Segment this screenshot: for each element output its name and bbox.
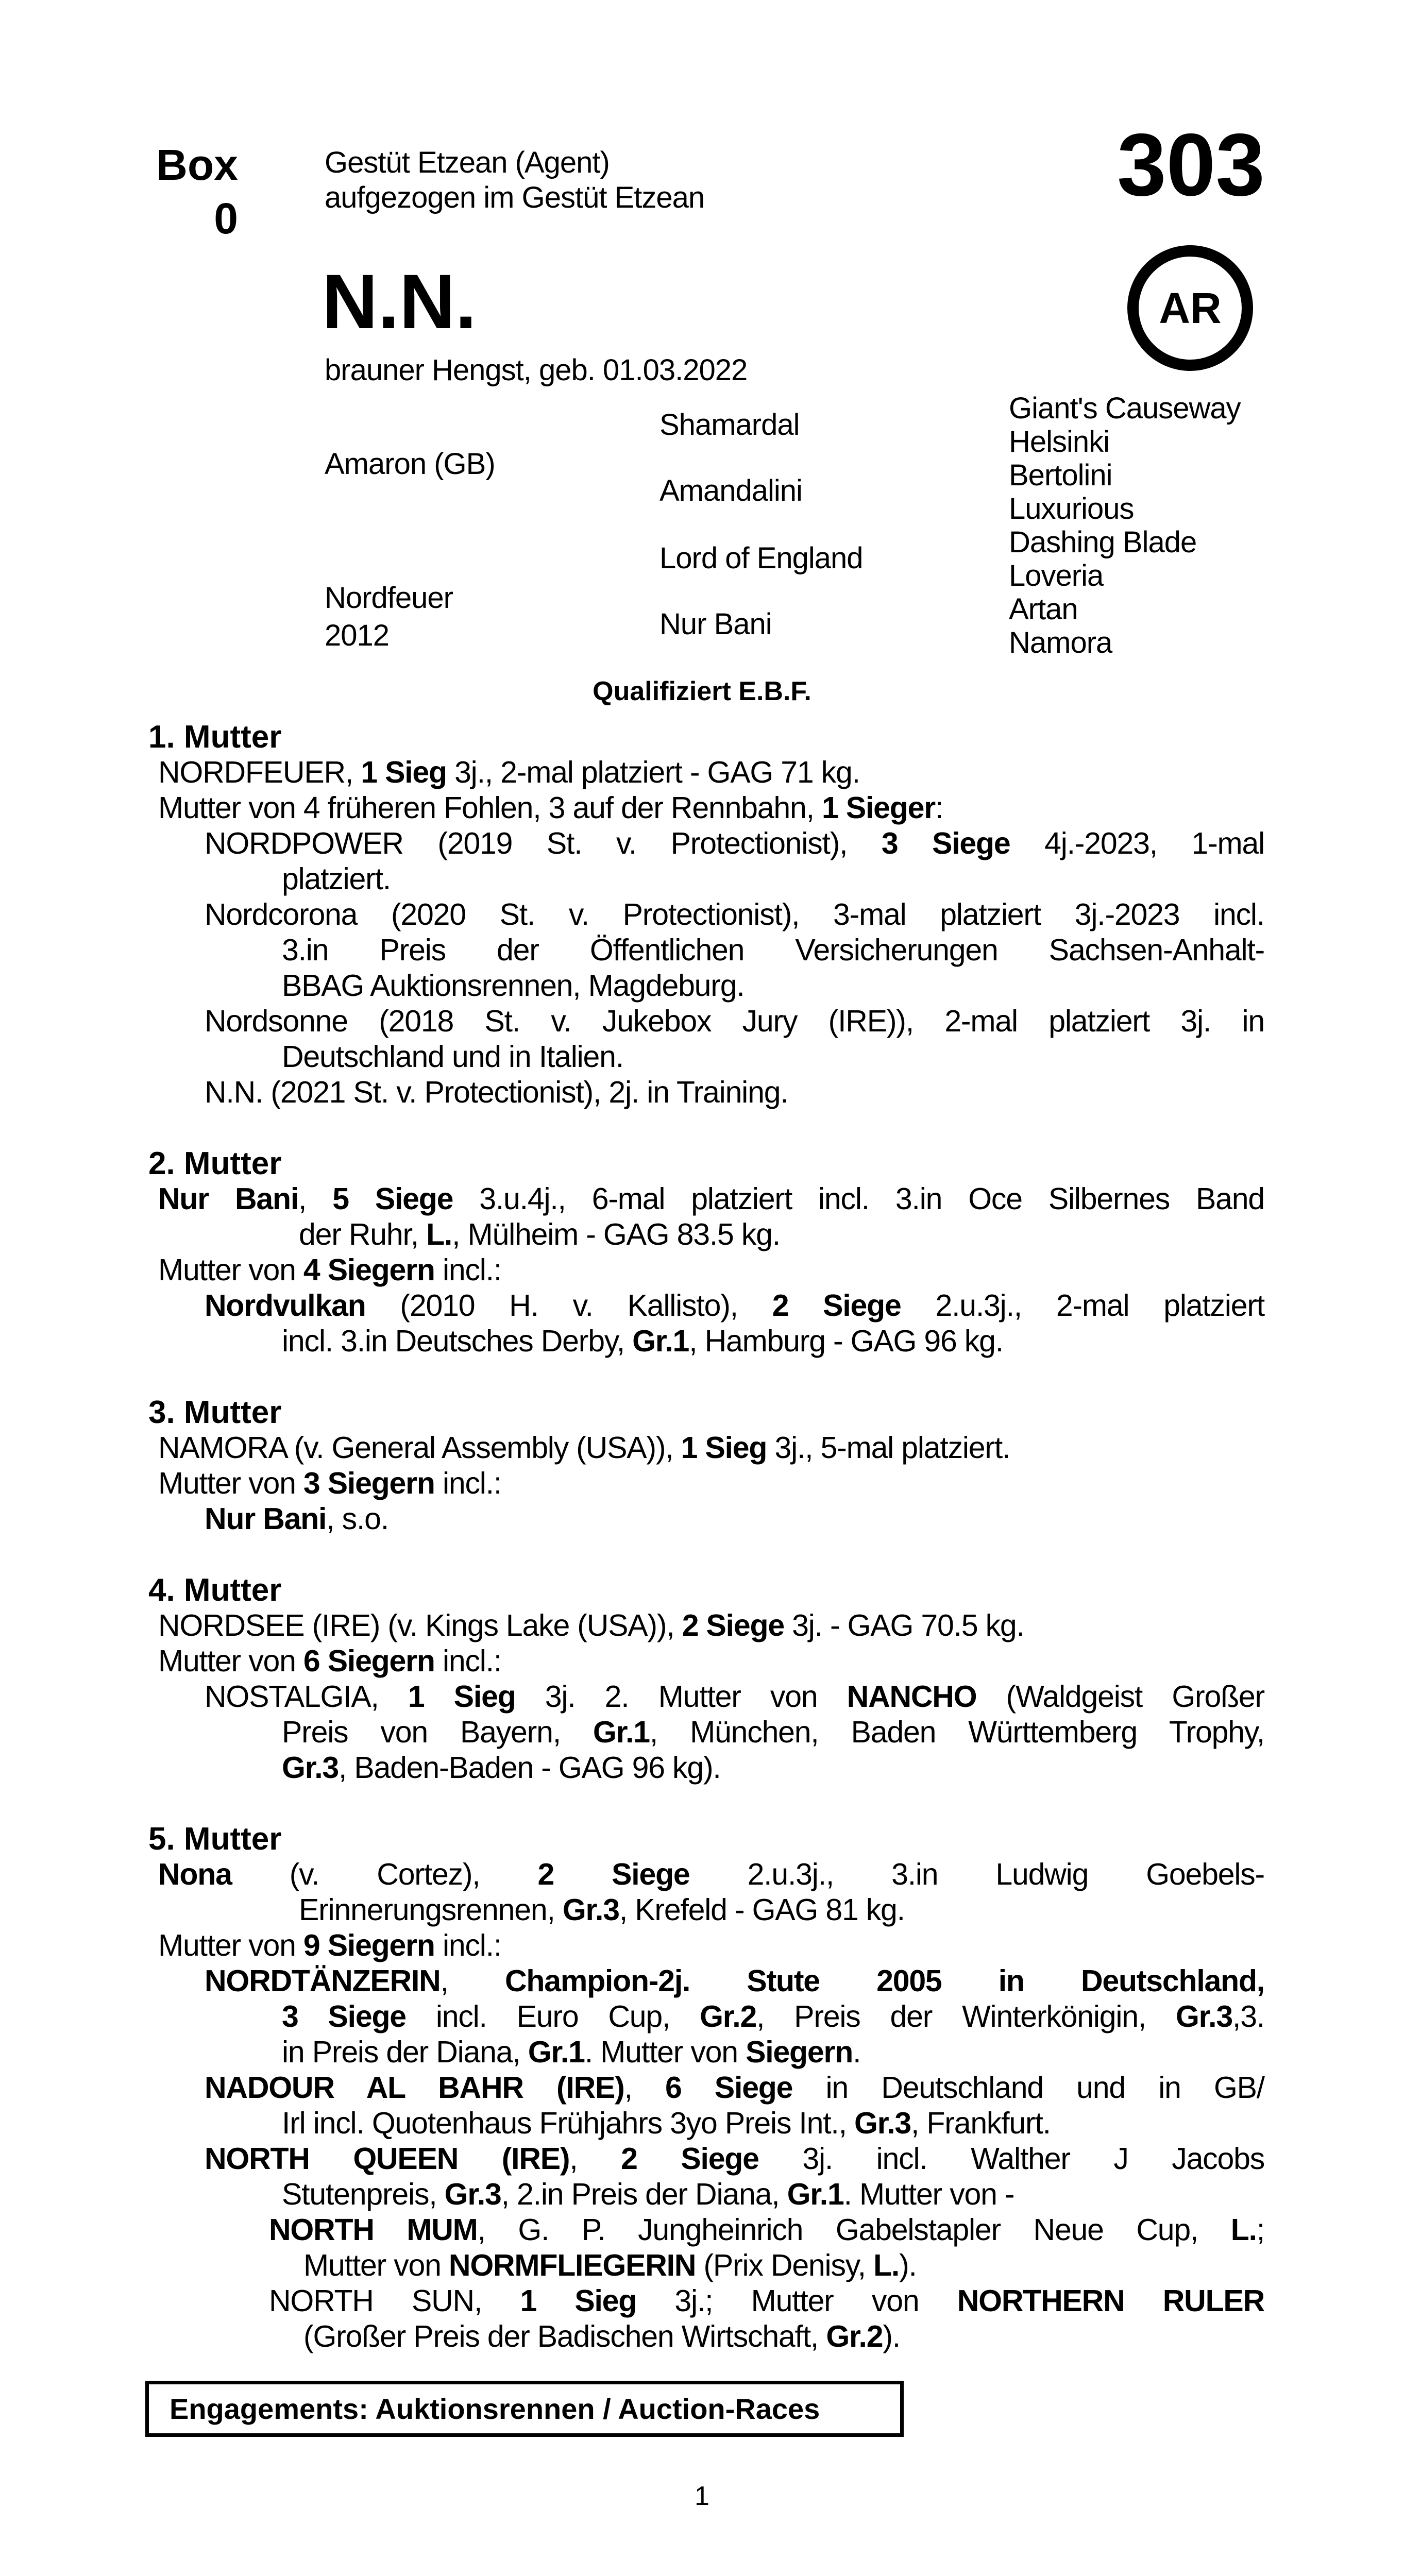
text: (2010 H. v. Kallisto), — [365, 1289, 772, 1323]
section-heading: 3. Mutter — [148, 1395, 282, 1430]
bold-text: Champion-2j. Stute 2005 in Deutschland, — [504, 1964, 1264, 1998]
text: 3j., 2-mal platziert - GAG 71 kg. — [446, 755, 860, 789]
text: Nordsonne (2018 St. v. Jukebox Jury (IRE)), 2-mal platziert 3j. in — [205, 1004, 1264, 1038]
mutter-section — [0, 719, 1404, 1110]
text: Deutschland und in Italien. — [282, 1040, 623, 1074]
bold-text: 6 Siegern — [303, 1644, 435, 1678]
text-line — [0, 1181, 1264, 1217]
bold-text: NORMFLIEGERIN — [448, 2248, 696, 2282]
bold-text: 2 Siege — [772, 1289, 901, 1323]
text: , Krefeld - GAG 81 kg. — [619, 1893, 905, 1927]
text-line — [0, 1963, 1264, 1999]
text: (v. Cortez), — [231, 1857, 538, 1891]
bold-text: Gr.1 — [528, 2035, 585, 2069]
text: Mutter von — [158, 1466, 303, 1500]
text: , — [624, 2071, 666, 2105]
text: Erinnerungsrennen, — [299, 1893, 563, 1927]
text: 3j. 2. Mutter von — [515, 1680, 847, 1714]
engagements-text: Engagements: Auktionsrennen / Auction-Races — [170, 2393, 820, 2425]
text-line — [0, 1643, 1264, 1679]
text: incl. Euro Cup, — [405, 1999, 700, 2033]
text-line — [0, 1217, 1264, 1252]
text: Mutter von — [158, 1253, 303, 1287]
text: . Mutter von - — [843, 2177, 1014, 2211]
text: incl. 3.in Deutsches Derby, — [282, 1324, 633, 1358]
text-line — [0, 1750, 1264, 1786]
great-grandparent: Artan — [1009, 592, 1078, 626]
text-line — [0, 1892, 1264, 1928]
bold-text: 1 Sieg — [361, 755, 447, 789]
bold-text: Gr.1 — [787, 2177, 844, 2211]
text: , München, Baden Württemberg Trophy, — [649, 1715, 1264, 1749]
bold-text: 1 Sieg — [520, 2284, 637, 2318]
mutter-section — [0, 1395, 1404, 1537]
box-label — [145, 138, 238, 245]
text-line — [0, 897, 1264, 933]
text: incl.: — [434, 1253, 502, 1287]
dam: Nordfeuer — [325, 581, 453, 615]
text: der Ruhr, — [299, 1217, 427, 1251]
text: 3.u.4j., 6-mal platziert incl. 3.in Oce Silbernes Band — [453, 1182, 1264, 1216]
text: Mutter von — [158, 1928, 303, 1962]
text: : — [935, 791, 943, 825]
text: Nordcorona (2020 St. v. Protectionist), 3-mal platziert 3j.-2023 incl. — [205, 897, 1264, 931]
great-grandparent: Namora — [1009, 626, 1112, 659]
bold-text: 3 Siegern — [303, 1466, 435, 1500]
great-grandparent: Bertolini — [1009, 459, 1112, 492]
text: 3j. incl. Walther J Jacobs — [758, 2142, 1265, 2176]
text-line — [0, 2212, 1264, 2248]
bold-text: Gr.3 — [854, 2106, 911, 2140]
section-heading: 5. Mutter — [148, 1821, 282, 1857]
text: , — [569, 2142, 621, 2176]
horse-name: N.N. — [322, 258, 477, 345]
box-number: 0 — [214, 194, 238, 243]
bold-text: Gr.1 — [593, 1715, 650, 1749]
dam-line-sections — [0, 719, 1404, 2390]
bold-text: 4 Siegern — [303, 1253, 435, 1287]
text-line — [0, 933, 1264, 968]
text: 4j.-2023, 1-mal — [1010, 826, 1264, 860]
text: Mutter von — [158, 1644, 303, 1678]
text-line — [0, 1679, 1264, 1715]
bold-text: NADOUR AL BAHR (IRE) — [205, 2071, 624, 2105]
text-line — [0, 826, 1264, 861]
bold-text: L. — [426, 1217, 452, 1251]
section-heading: 4. Mutter — [148, 1572, 282, 1608]
bold-text: 9 Siegern — [303, 1928, 435, 1962]
text: Mutter von 4 früheren Fohlen, 3 auf der Rennbahn, — [158, 791, 822, 825]
text-line — [0, 2141, 1264, 2177]
grandparent: Nur Bani — [659, 607, 772, 641]
bold-text: Gr.3 — [282, 1751, 339, 1785]
bold-text: Nur Bani — [158, 1182, 299, 1216]
text-line — [0, 968, 1264, 1004]
text-line — [0, 861, 1264, 897]
text: , s.o. — [326, 1502, 388, 1536]
text-line — [0, 1501, 1264, 1537]
text: , Hamburg - GAG 96 kg. — [689, 1324, 1003, 1358]
text: 3j. - GAG 70.5 kg. — [784, 1608, 1024, 1642]
text-line — [0, 2035, 1264, 2070]
text: , Mülheim - GAG 83.5 kg. — [452, 1217, 780, 1251]
bold-text: 1 Sieger — [822, 791, 935, 825]
great-grandparent: Dashing Blade — [1009, 526, 1197, 559]
box-text: Box — [156, 141, 238, 189]
text-line — [0, 2070, 1264, 2106]
ar-badge-icon — [1127, 245, 1253, 371]
text-line — [0, 1466, 1264, 1501]
text-line — [0, 2248, 1264, 2283]
text: , Preis der Winterkönigin, — [756, 1999, 1176, 2033]
bold-text: Gr.2 — [826, 2319, 883, 2353]
bold-text: Nordvulkan — [205, 1289, 366, 1323]
text: NORDFEUER, — [158, 755, 361, 789]
mutter-section — [0, 1572, 1404, 1786]
text: NOSTALGIA, — [205, 1680, 408, 1714]
bold-text: NORTH QUEEN (IRE) — [205, 2142, 570, 2176]
bold-text: L. — [873, 2248, 900, 2282]
lot-number: 303 — [1117, 115, 1265, 214]
badge-text: AR — [1159, 283, 1222, 332]
text-line — [0, 1075, 1264, 1110]
text: NAMORA (v. General Assembly (USA)), — [158, 1431, 681, 1465]
text: NORDPOWER (2019 St. v. Protectionist), — [205, 826, 882, 860]
text-line — [0, 2283, 1264, 2319]
bold-text: 3 Siege — [282, 1999, 406, 2033]
text-line — [0, 1608, 1264, 1643]
text: platziert. — [282, 862, 391, 896]
bold-text: L. — [1230, 2213, 1257, 2247]
bold-text: Gr.1 — [632, 1324, 689, 1358]
text: , Baden-Baden - GAG 96 kg). — [339, 1751, 721, 1785]
text: (Prix Denisy, — [696, 2248, 874, 2282]
grandparent: Shamardal — [659, 408, 800, 442]
text: , 2.in Preis der Diana, — [501, 2177, 787, 2211]
text-line — [0, 1252, 1264, 1288]
great-grandparent: Giant's Causeway — [1009, 392, 1241, 425]
text-line — [0, 2319, 1264, 2354]
text: (Waldgeist Großer — [976, 1680, 1264, 1714]
text-line — [0, 1288, 1264, 1324]
bold-text: 6 Siege — [665, 2071, 793, 2105]
text: NORTH SUN, — [269, 2284, 520, 2318]
page-number: 1 — [695, 2481, 709, 2511]
horse-description: brauner Hengst, geb. 01.03.2022 — [325, 353, 748, 387]
text-line — [0, 1715, 1264, 1750]
great-grandparent: Loveria — [1009, 559, 1104, 592]
bold-text: 5 Siege — [332, 1182, 453, 1216]
text-line — [0, 1039, 1264, 1075]
bold-text: Siegern — [746, 2035, 853, 2069]
text: 3j., 5-mal platziert. — [767, 1431, 1010, 1465]
great-grandparent: Luxurious — [1009, 492, 1134, 526]
bold-text: 3 Siege — [881, 826, 1010, 860]
text-line — [0, 1430, 1264, 1466]
sire: Amaron (GB) — [325, 447, 495, 481]
text: . — [853, 2035, 861, 2069]
text: ). — [883, 2319, 900, 2353]
great-grandparents — [1009, 392, 1241, 659]
text: , — [298, 1182, 333, 1216]
text-line — [0, 1999, 1264, 2035]
bold-text: NORTH MUM — [269, 2213, 478, 2247]
bold-text: NORDTÄNZERIN — [205, 1964, 441, 1998]
text: incl.: — [434, 1644, 502, 1678]
section-heading: 2. Mutter — [148, 1146, 282, 1181]
text: 3j.; Mutter von — [636, 2284, 957, 2318]
engagements-box — [145, 2381, 904, 2437]
text-line — [0, 1324, 1264, 1359]
consignor: Gestüt Etzean (Agent) — [325, 146, 610, 179]
great-grandparent: Helsinki — [1009, 425, 1110, 459]
text: (Großer Preis der Badischen Wirtschaft, — [303, 2319, 826, 2353]
text: ,3. — [1232, 1999, 1264, 2033]
grandparent: Lord of England — [659, 541, 863, 575]
bold-text: 1 Sieg — [681, 1431, 767, 1465]
bold-text: Gr.3 — [1175, 1999, 1232, 2033]
raised-by: aufgezogen im Gestüt Etzean — [325, 181, 705, 214]
text: , Frankfurt. — [911, 2106, 1051, 2140]
bold-text: 2 Siege — [621, 2142, 759, 2176]
text-line — [0, 1928, 1264, 1963]
text: , — [440, 1964, 505, 1998]
text: 2.u.3j., 3.in Ludwig Goebels- — [689, 1857, 1265, 1891]
text: N.N. (2021 St. v. Protectionist), 2j. in Training. — [205, 1075, 788, 1109]
bold-text: 2 Siege — [537, 1857, 690, 1891]
bold-text: Gr.3 — [562, 1893, 619, 1927]
text: 3.in Preis der Öffentlichen Versicherungen Sachsen-Anhalt- — [282, 933, 1264, 967]
text: 2.u.3j., 2-mal platziert — [901, 1289, 1264, 1323]
mutter-section — [0, 1146, 1404, 1359]
bold-text: Nona — [158, 1857, 232, 1891]
text-line — [0, 1857, 1264, 1892]
bold-text: NANCHO — [847, 1680, 977, 1714]
dam-year: 2012 — [325, 619, 390, 652]
text: Stutenpreis, — [282, 2177, 445, 2211]
text: incl.: — [434, 1466, 502, 1500]
qualification: Qualifiziert E.B.F. — [593, 676, 811, 706]
text-line — [0, 2177, 1264, 2212]
text: Irl incl. Quotenhaus Frühjahrs 3yo Preis Int., — [282, 2106, 855, 2140]
text: incl.: — [434, 1928, 502, 1962]
text-line — [0, 2106, 1264, 2141]
bold-text: NORTHERN RULER — [957, 2284, 1264, 2318]
mutter-section — [0, 1821, 1404, 2354]
text: ; — [1256, 2213, 1264, 2247]
bold-text: Gr.3 — [444, 2177, 501, 2211]
bold-text: Gr.2 — [700, 1999, 757, 2033]
bold-text: Nur Bani — [205, 1502, 327, 1536]
text-line — [0, 790, 1264, 826]
text: Preis von Bayern, — [282, 1715, 593, 1749]
text: BBAG Auktionsrennen, Magdeburg. — [282, 969, 745, 1003]
text: , G. P. Jungheinrich Gabelstapler Neue Cup, — [477, 2213, 1231, 2247]
section-heading: 1. Mutter — [148, 719, 282, 755]
text: NORDSEE (IRE) (v. Kings Lake (USA)), — [158, 1608, 682, 1642]
text: . Mutter von — [584, 2035, 746, 2069]
bold-text: 1 Sieg — [408, 1680, 516, 1714]
text-line — [0, 755, 1264, 790]
text: Mutter von — [303, 2248, 449, 2282]
text: in Deutschland und in GB/ — [792, 2071, 1264, 2105]
bold-text: 2 Siege — [682, 1608, 784, 1642]
grandparent: Amandalini — [659, 474, 802, 507]
text: ). — [899, 2248, 917, 2282]
text-line — [0, 1004, 1264, 1039]
text: in Preis der Diana, — [282, 2035, 528, 2069]
